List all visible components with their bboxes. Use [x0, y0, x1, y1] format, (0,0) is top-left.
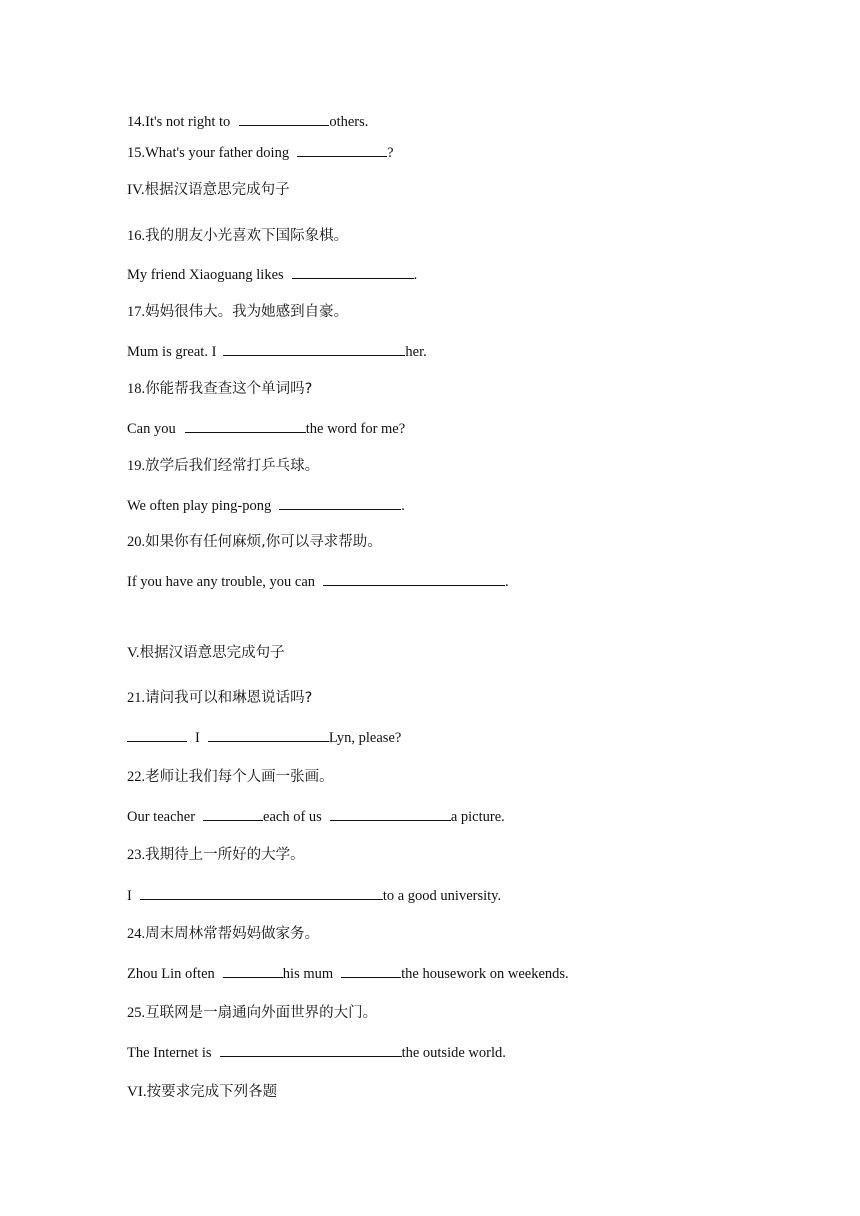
- q24-english-text: Zhou Lin often: [127, 966, 215, 982]
- q22-middle-text: each of us: [263, 809, 322, 825]
- q18-english-text: Can you: [127, 421, 176, 437]
- q20-suffix: .: [505, 574, 509, 590]
- q25-suffix: the outside world.: [401, 1045, 506, 1061]
- q22-blank-2[interactable]: [330, 807, 451, 821]
- q25-blank[interactable]: [220, 1043, 402, 1057]
- q18-number: 18.: [127, 381, 146, 397]
- q23-number: 23.: [127, 847, 146, 863]
- q23-english-text: I: [127, 888, 132, 904]
- q16-suffix: .: [413, 267, 418, 283]
- q16-blank[interactable]: [292, 265, 414, 279]
- question-23-english: [127, 886, 501, 905]
- question-19-chinese: [127, 457, 319, 475]
- q21-number: 21.: [127, 690, 146, 706]
- q20-chinese-text: 如果你有任何麻烦,你可以寻求帮助。: [145, 534, 382, 550]
- q25-english-text: The Internet is: [127, 1045, 212, 1061]
- section-6-roman: VI.: [127, 1084, 147, 1100]
- question-18-chinese: [127, 380, 312, 398]
- question-24-english: [127, 964, 569, 983]
- section-4-heading: [127, 181, 290, 199]
- q21-chinese-text: 请问我可以和琳恩说话吗?: [145, 690, 313, 706]
- question-22-english: [127, 807, 505, 826]
- q20-english-text: If you have any trouble, you can: [127, 574, 316, 590]
- q24-middle-text: his mum: [282, 966, 334, 982]
- q24-blank-1[interactable]: [223, 964, 283, 978]
- q24-number: 24.: [127, 926, 146, 942]
- q17-suffix: her.: [405, 344, 427, 360]
- q17-blank[interactable]: [223, 342, 405, 356]
- q19-english-text: We often play ping-pong: [127, 498, 272, 514]
- q18-blank[interactable]: [185, 419, 306, 433]
- section-5-roman: V.: [127, 645, 140, 661]
- question-15: [127, 143, 394, 162]
- q18-chinese-text: 你能帮我查查这个单词吗?: [145, 381, 313, 397]
- q18-suffix: the word for me?: [305, 421, 406, 437]
- q14-suffix: others.: [329, 114, 369, 130]
- question-17-chinese: [127, 303, 348, 321]
- question-17-english: [127, 342, 427, 361]
- section-5-title: 根据汉语意思完成句子: [139, 645, 285, 661]
- q19-chinese-text: 放学后我们经常打乒乓球。: [145, 458, 320, 474]
- q22-number: 22.: [127, 769, 146, 785]
- question-21-chinese: [127, 689, 312, 707]
- q19-blank[interactable]: [279, 496, 401, 510]
- q17-chinese-text: 妈妈很伟大。我为她感到自豪。: [145, 304, 349, 320]
- q22-english-text: Our teacher: [127, 809, 196, 825]
- q21-blank-1[interactable]: [127, 728, 187, 742]
- question-18-english: [127, 419, 405, 438]
- q25-number: 25.: [127, 1005, 146, 1021]
- q21-middle-text: I: [195, 730, 200, 746]
- question-22-chinese: [127, 768, 334, 786]
- q23-chinese-text: 我期待上一所好的大学。: [145, 847, 305, 863]
- section-5-heading: [127, 644, 285, 662]
- q22-suffix: a picture.: [450, 809, 505, 825]
- q21-suffix: Lyn, please?: [328, 730, 402, 746]
- q15-suffix: ?: [387, 145, 394, 161]
- question-25-chinese: [127, 1004, 377, 1022]
- q24-blank-2[interactable]: [341, 964, 401, 978]
- section-4-roman: IV.: [127, 182, 145, 198]
- question-16-chinese: [127, 227, 348, 245]
- q19-number: 19.: [127, 458, 146, 474]
- q20-blank[interactable]: [323, 572, 505, 586]
- q24-suffix: the housework on weekends.: [401, 966, 569, 982]
- section-6-heading: [127, 1083, 277, 1101]
- q16-chinese-text: 我的朋友小光喜欢下国际象棋。: [145, 228, 349, 244]
- question-16-english: [127, 265, 417, 284]
- question-20-english: [127, 572, 509, 591]
- q14-blank[interactable]: [239, 112, 329, 126]
- q17-number: 17.: [127, 304, 146, 320]
- q15-blank[interactable]: [297, 143, 387, 157]
- question-23-chinese: [127, 846, 305, 864]
- q22-blank-1[interactable]: [203, 807, 263, 821]
- q19-suffix: .: [401, 498, 405, 514]
- section-4-title: 根据汉语意思完成句子: [144, 182, 290, 198]
- q23-blank[interactable]: [140, 886, 383, 900]
- q15-text: 15.What's your father doing: [127, 145, 290, 161]
- q17-english-text: Mum is great. I: [127, 344, 217, 360]
- q21-blank-2[interactable]: [208, 728, 329, 742]
- question-25-english: [127, 1043, 506, 1062]
- question-19-english: [127, 496, 405, 515]
- question-24-chinese: [127, 925, 319, 943]
- q24-chinese-text: 周末周林常帮妈妈做家务。: [145, 926, 320, 942]
- question-14: [127, 112, 368, 131]
- question-20-chinese: [127, 533, 382, 551]
- q16-english-text: My friend Xiaoguang likes: [127, 267, 284, 283]
- q16-number: 16.: [127, 228, 146, 244]
- q22-chinese-text: 老师让我们每个人画一张画。: [145, 769, 334, 785]
- section-6-title: 按要求完成下列各题: [146, 1084, 278, 1100]
- q14-text: 14.It's not right to: [127, 114, 231, 130]
- q20-number: 20.: [127, 534, 146, 550]
- q25-chinese-text: 互联网是一扇通向外面世界的大门。: [145, 1005, 378, 1021]
- question-21-english: [127, 728, 401, 747]
- q23-suffix: to a good university.: [382, 888, 502, 904]
